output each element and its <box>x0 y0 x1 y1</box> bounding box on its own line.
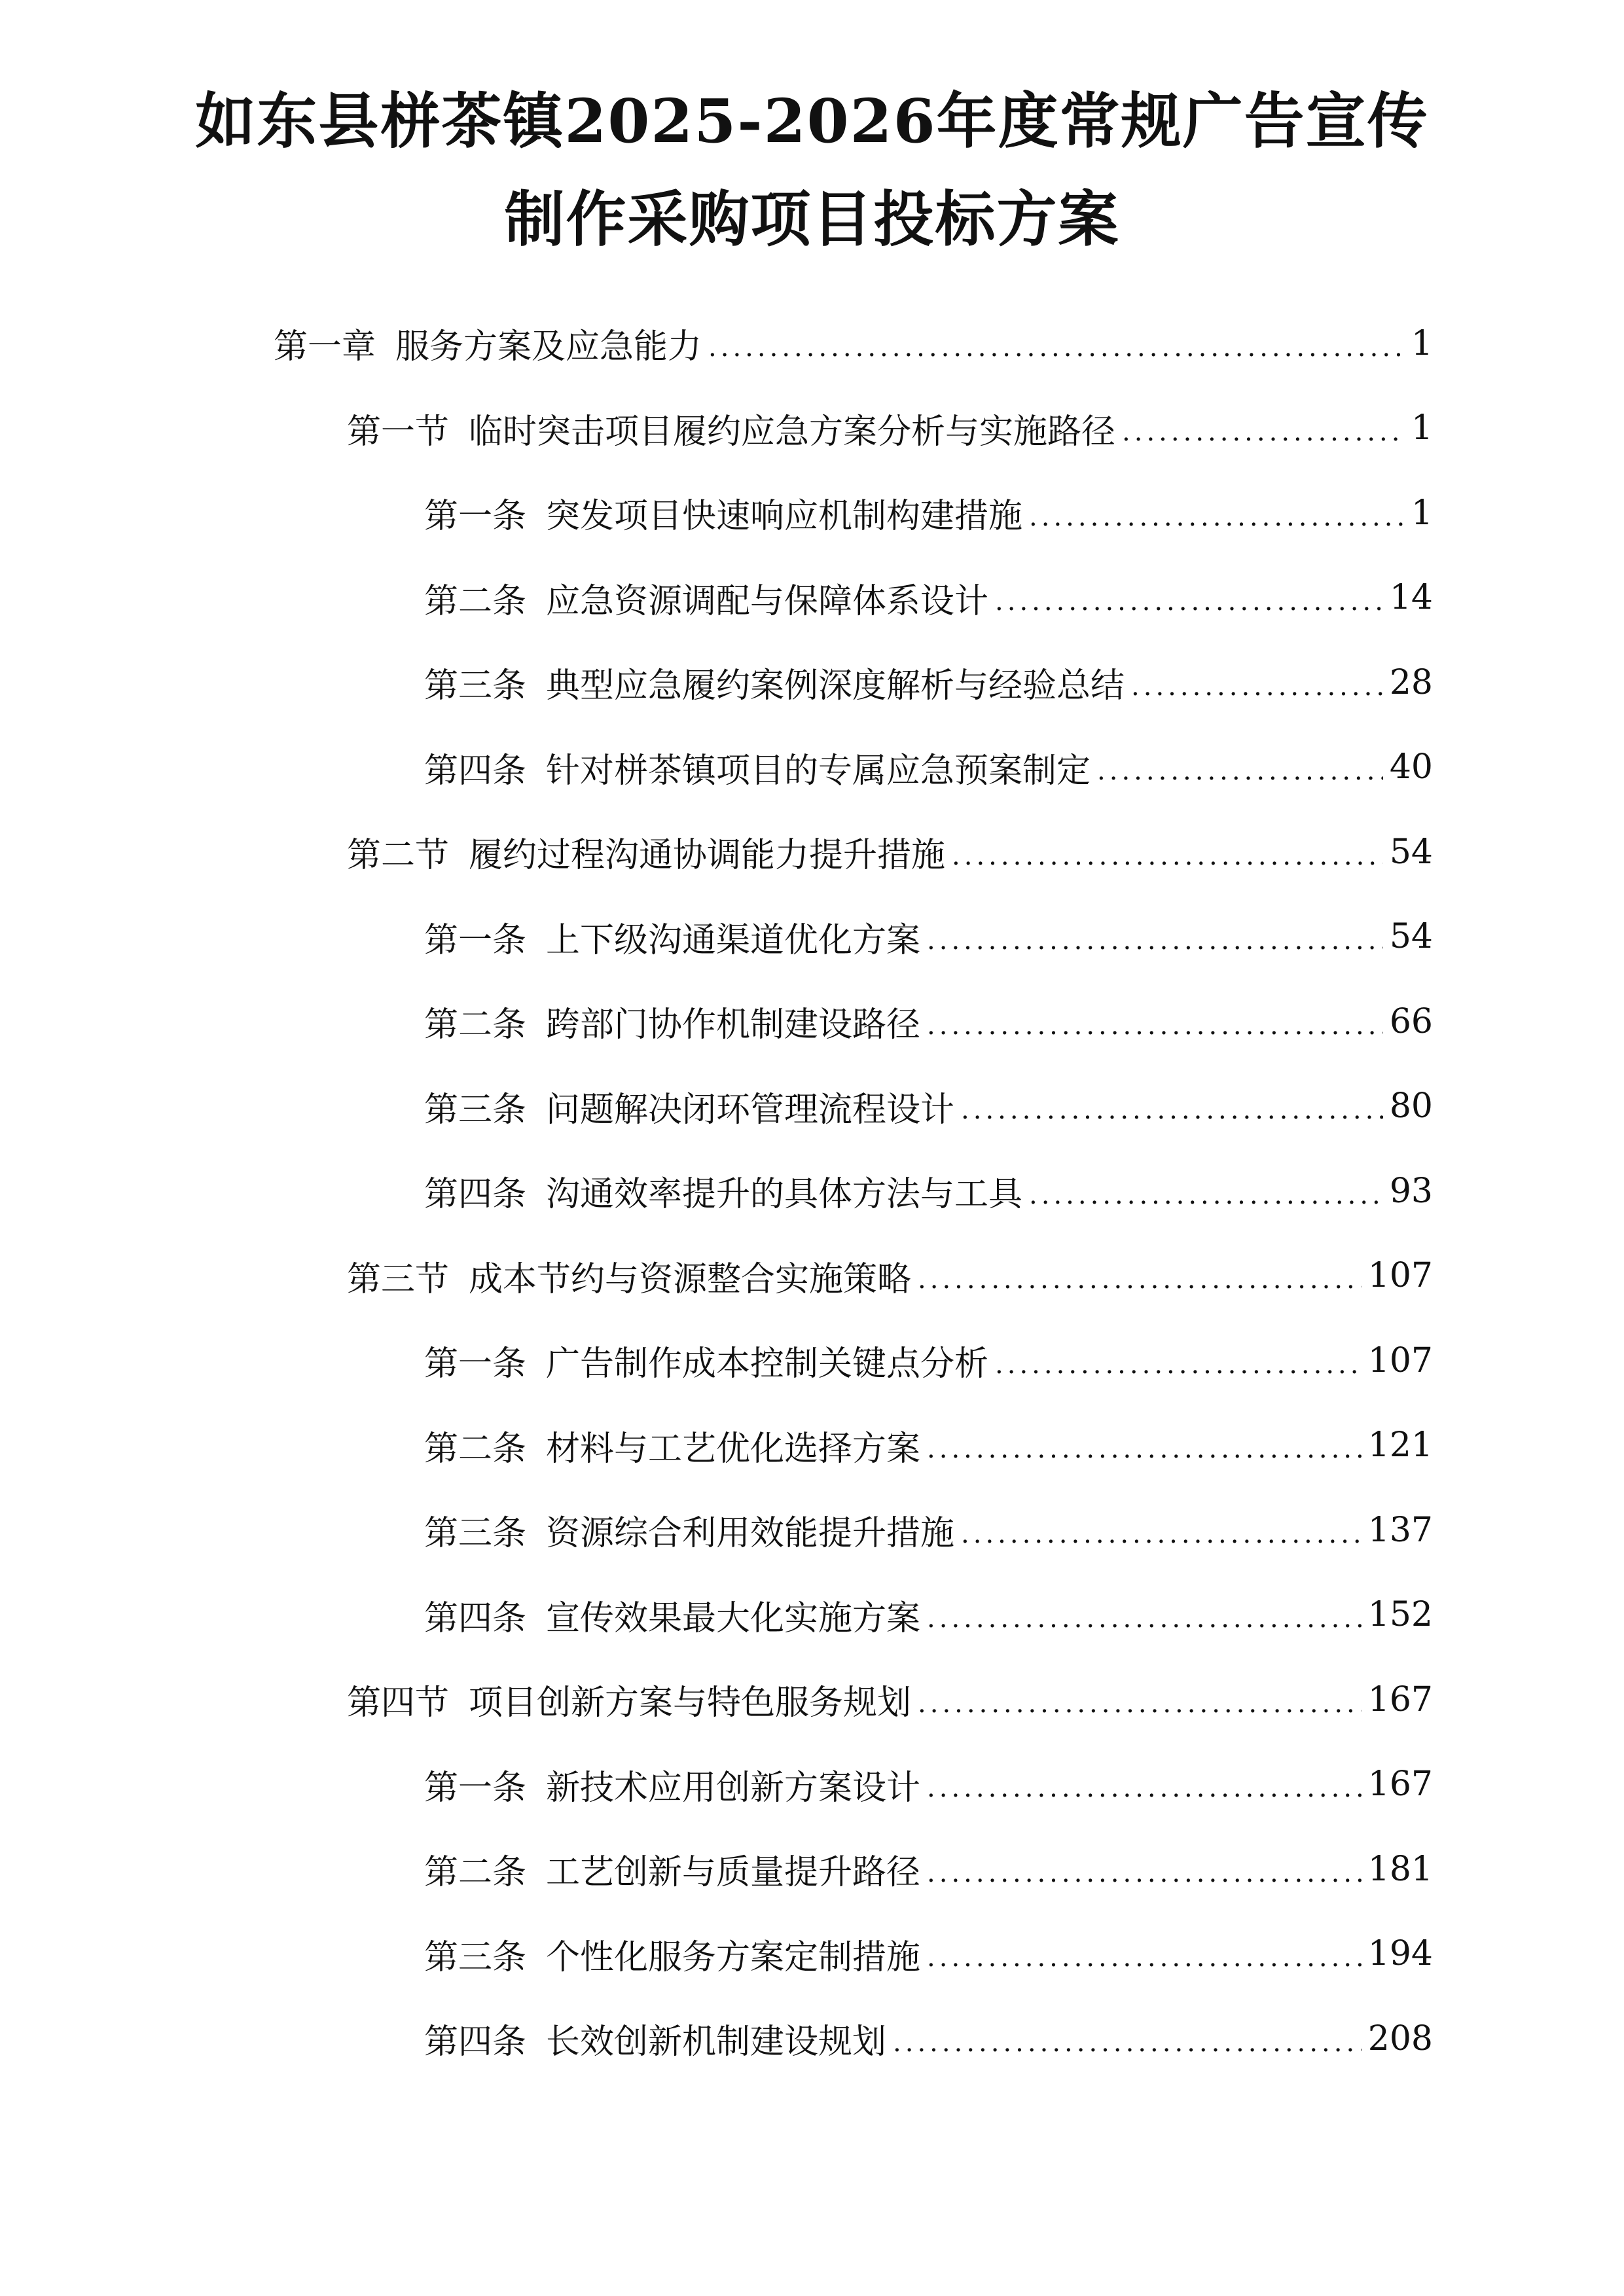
toc-entry-number: 第三节 <box>347 1259 450 1299</box>
toc-entry[interactable] <box>0 1657 1624 1742</box>
toc-entry-number: 第二条 <box>424 1429 527 1469</box>
toc-entry-number: 第一节 <box>347 412 450 452</box>
toc-entry-title: 资源综合利用效能提升措施 <box>546 1514 955 1554</box>
toc-dot-leader <box>1131 672 1383 702</box>
toc-entry-title: 长效创新机制建设规划 <box>546 2022 887 2062</box>
toc-dot-leader <box>961 1095 1383 1125</box>
toc-page-number: 137 <box>1367 1510 1433 1550</box>
title-line-1: 如东县栟茶镇2025-2026年度常规广告宣传 <box>195 86 1429 156</box>
toc-page-number: 66 <box>1389 1001 1433 1041</box>
title-line-2: 制作采购项目投标方案 <box>504 184 1120 255</box>
toc-entry-title: 履约过程沟通协调能力提升措施 <box>469 836 946 876</box>
toc-entry[interactable] <box>0 1912 1624 1997</box>
toc-page-number: 167 <box>1367 1765 1433 1804</box>
toc-entry[interactable] <box>0 1064 1624 1149</box>
toc-dot-leader <box>927 1434 1362 1464</box>
toc-page-number: 121 <box>1367 1426 1433 1465</box>
toc-entry[interactable] <box>0 556 1624 641</box>
toc-page-number: 107 <box>1367 1340 1433 1380</box>
toc-entry-number: 第四节 <box>347 1683 450 1723</box>
toc-entry[interactable] <box>0 1996 1624 2081</box>
toc-dot-leader <box>1029 1180 1383 1210</box>
toc-page-number: 181 <box>1367 1849 1433 1889</box>
toc-entry-number: 第四条 <box>424 2022 527 2062</box>
toc-entry-title: 项目创新方案与特色服务规划 <box>469 1683 912 1723</box>
toc-entry[interactable] <box>0 979 1624 1064</box>
toc-entry-number: 第三条 <box>424 666 527 706</box>
toc-entry-title: 针对栟茶镇项目的专属应急预案制定 <box>546 751 1091 791</box>
toc-entry-title: 跨部门协作机制建设路径 <box>546 1005 921 1045</box>
toc-entry[interactable] <box>0 1318 1624 1403</box>
table-of-contents <box>0 301 1624 2081</box>
toc-entry-number: 第三条 <box>424 1090 527 1130</box>
toc-entry-number: 第一条 <box>424 920 527 960</box>
toc-entry-number: 第二条 <box>424 1005 527 1045</box>
toc-entry-title: 个性化服务方案定制措施 <box>546 1937 921 1977</box>
toc-entry[interactable] <box>0 1827 1624 1912</box>
toc-entry-title: 沟通效率提升的具体方法与工具 <box>546 1175 1023 1215</box>
toc-entry-number: 第一条 <box>424 497 527 537</box>
toc-entry-title: 新技术应用创新方案设计 <box>546 1768 921 1808</box>
toc-entry-title: 问题解决闭环管理流程设计 <box>546 1090 955 1130</box>
toc-page-number: 152 <box>1367 1595 1433 1635</box>
toc-dot-leader <box>1029 502 1405 532</box>
toc-page-number: 167 <box>1367 1679 1433 1719</box>
toc-entry[interactable] <box>0 1573 1624 1658</box>
toc-entry[interactable] <box>0 810 1624 895</box>
toc-entry-title: 服务方案及应急能力 <box>395 327 702 367</box>
toc-page-number: 14 <box>1389 578 1433 618</box>
toc-page-number: 194 <box>1367 1934 1433 1974</box>
toc-entry-number: 第一章 <box>274 327 376 367</box>
toc-dot-leader <box>708 332 1405 363</box>
toc-entry-number: 第二条 <box>424 581 527 621</box>
toc-entry-number: 第二节 <box>347 836 450 876</box>
toc-dot-leader <box>952 841 1383 871</box>
toc-entry[interactable] <box>0 1149 1624 1234</box>
toc-dot-leader <box>927 1773 1362 1803</box>
toc-entry[interactable] <box>0 386 1624 471</box>
toc-dot-leader <box>918 1689 1362 1719</box>
toc-dot-leader <box>927 1604 1362 1634</box>
toc-entry-number: 第四条 <box>424 1175 527 1215</box>
toc-entry-title: 上下级沟通渠道优化方案 <box>546 920 921 960</box>
toc-entry[interactable] <box>0 640 1624 725</box>
toc-entry-title: 成本节约与资源整合实施策略 <box>469 1259 912 1299</box>
toc-page-number: 40 <box>1389 747 1433 787</box>
toc-dot-leader <box>1097 756 1383 786</box>
toc-entry-number: 第一条 <box>424 1768 527 1808</box>
toc-entry[interactable] <box>0 895 1624 980</box>
toc-entry[interactable] <box>0 1403 1624 1488</box>
toc-dot-leader <box>927 925 1383 956</box>
toc-dot-leader <box>927 1858 1362 1888</box>
toc-entry-title: 突发项目快速响应机制构建措施 <box>546 497 1023 537</box>
toc-page-number: 1 <box>1411 323 1433 363</box>
toc-entry-title: 广告制作成本控制关键点分析 <box>546 1344 989 1384</box>
toc-page-number: 93 <box>1389 1171 1433 1211</box>
toc-page-number: 1 <box>1411 493 1433 533</box>
toc-entry-title: 典型应急履约案例深度解析与经验总结 <box>546 666 1125 706</box>
document-title <box>0 72 1624 268</box>
toc-entry[interactable] <box>0 1742 1624 1827</box>
toc-dot-leader <box>927 1943 1362 1973</box>
toc-entry-number: 第一条 <box>424 1344 527 1384</box>
toc-entry-title: 临时突击项目履约应急方案分析与实施路径 <box>469 412 1116 452</box>
toc-entry-number: 第二条 <box>424 1853 527 1893</box>
toc-dot-leader <box>1122 417 1405 447</box>
toc-entry[interactable] <box>0 471 1624 556</box>
toc-page-number: 107 <box>1367 1256 1433 1296</box>
toc-entry[interactable] <box>0 301 1624 386</box>
toc-entry-title: 材料与工艺优化选择方案 <box>546 1429 921 1469</box>
toc-page-number: 54 <box>1389 917 1433 957</box>
toc-page-number: 208 <box>1367 2018 1433 2058</box>
toc-page-number: 28 <box>1389 662 1433 702</box>
toc-dot-leader <box>918 1265 1362 1295</box>
toc-page-number: 54 <box>1389 832 1433 872</box>
toc-entry-number: 第四条 <box>424 751 527 791</box>
toc-entry-title: 工艺创新与质量提升路径 <box>546 1853 921 1893</box>
toc-entry-number: 第四条 <box>424 1598 527 1638</box>
toc-entry[interactable] <box>0 1234 1624 1319</box>
toc-page-number: 1 <box>1411 408 1433 448</box>
toc-dot-leader <box>995 1350 1362 1380</box>
toc-dot-leader <box>893 2028 1362 2058</box>
toc-entry-number: 第三条 <box>424 1514 527 1554</box>
toc-dot-leader <box>961 1519 1362 1549</box>
toc-entry[interactable] <box>0 725 1624 810</box>
toc-entry-title: 宣传效果最大化实施方案 <box>546 1598 921 1638</box>
toc-dot-leader <box>927 1011 1383 1041</box>
toc-entry-number: 第三条 <box>424 1937 527 1977</box>
toc-page-number: 80 <box>1389 1086 1433 1126</box>
toc-dot-leader <box>995 586 1383 617</box>
toc-entry-title: 应急资源调配与保障体系设计 <box>546 581 989 621</box>
toc-entry[interactable] <box>0 1488 1624 1573</box>
